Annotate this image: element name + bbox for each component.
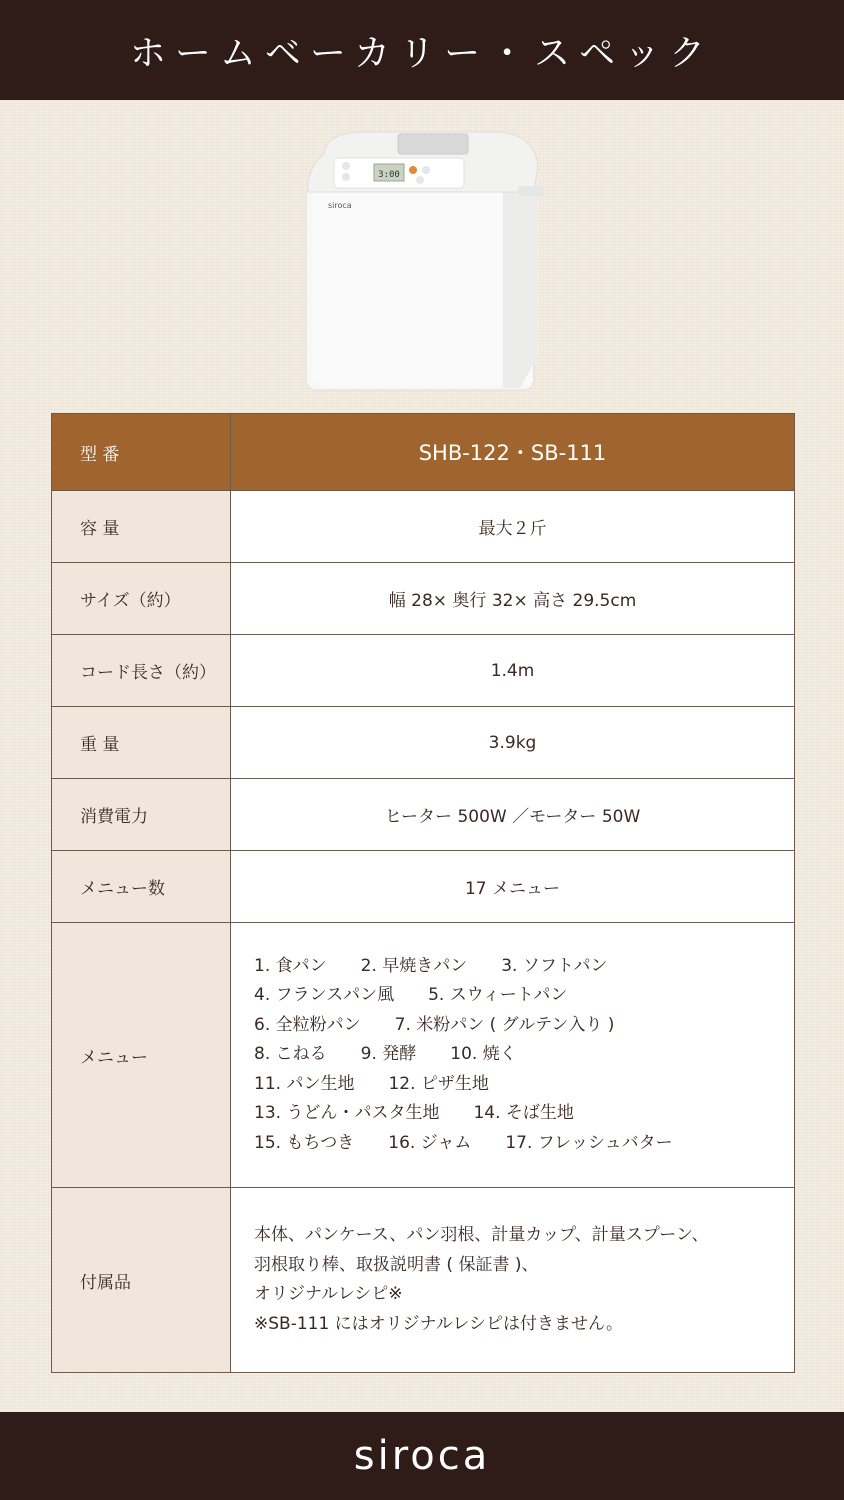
display-readout: 3:00	[378, 170, 400, 180]
spec-row-size	[52, 563, 794, 635]
spec-table	[51, 413, 795, 1373]
accessories-list	[231, 1188, 794, 1372]
spec-value: 1.4m	[231, 635, 794, 706]
spec-label: メニュー数	[52, 851, 231, 922]
header-bar	[0, 0, 844, 100]
spec-label: メニュー	[52, 923, 231, 1187]
spec-label: 消費電力	[52, 779, 231, 850]
accessory-line: 本体、パンケース、パン羽根、計量カップ、計量スプーン、	[254, 1225, 709, 1245]
spec-value: ヒーター 500W ／モーター 50W	[231, 779, 794, 850]
spec-value: 最大２斤	[231, 491, 794, 562]
spec-value: 3.9kg	[231, 707, 794, 778]
menu-list	[231, 923, 794, 1187]
spec-row-model	[52, 414, 794, 491]
spec-value: 17 メニュー	[231, 851, 794, 922]
accessory-line: 羽根取り棒、取扱説明書 ( 保証書 )、	[254, 1254, 539, 1275]
accessory-line: オリジナルレシピ※	[254, 1284, 403, 1304]
brand-logo: siroca	[353, 1433, 491, 1479]
spec-row-power	[52, 779, 794, 851]
menu-line: 8. こねる 9. 発酵 10. 焼く	[254, 1044, 517, 1065]
spec-row-menu-count	[52, 851, 794, 923]
spec-label: 容 量	[52, 491, 231, 562]
menu-line: 1. 食パン 2. 早焼きパン 3. ソフトパン	[254, 955, 608, 976]
menu-line: 4. フランスパン風 5. スウィートパン	[254, 985, 568, 1006]
spec-value: SHB-122・SB-111	[231, 414, 794, 490]
brand-label: siroca	[328, 201, 352, 210]
accessory-line: ※SB-111 にはオリジナルレシピは付きません。	[254, 1313, 624, 1334]
spec-label: サイズ（約）	[52, 563, 231, 634]
spec-value: 幅 28× 奥行 32× 高さ 29.5cm	[231, 563, 794, 634]
spec-label: 型 番	[52, 414, 231, 490]
spec-row-cord	[52, 635, 794, 707]
spec-label: 重 量	[52, 707, 231, 778]
spec-row-capacity	[52, 491, 794, 563]
spec-label: 付属品	[52, 1188, 231, 1372]
menu-line: 13. うどん・パスタ生地 14. そば生地	[254, 1103, 574, 1124]
menu-line: 11. パン生地 12. ピザ生地	[254, 1073, 489, 1094]
menu-line: 6. 全粒粉パン 7. 米粉パン ( グルテン入り )	[254, 1014, 615, 1035]
spec-label: コード長さ（約）	[52, 635, 231, 706]
spec-row-weight	[52, 707, 794, 779]
page-title: ホームベーカリー・スペック	[129, 32, 715, 74]
footer-bar	[0, 1412, 844, 1500]
spec-row-menu	[52, 923, 794, 1188]
bread-maker-image	[298, 126, 548, 394]
menu-line: 15. もちつき 16. ジャム 17. フレッシュバター	[254, 1132, 673, 1153]
spec-row-accessories	[52, 1188, 794, 1372]
